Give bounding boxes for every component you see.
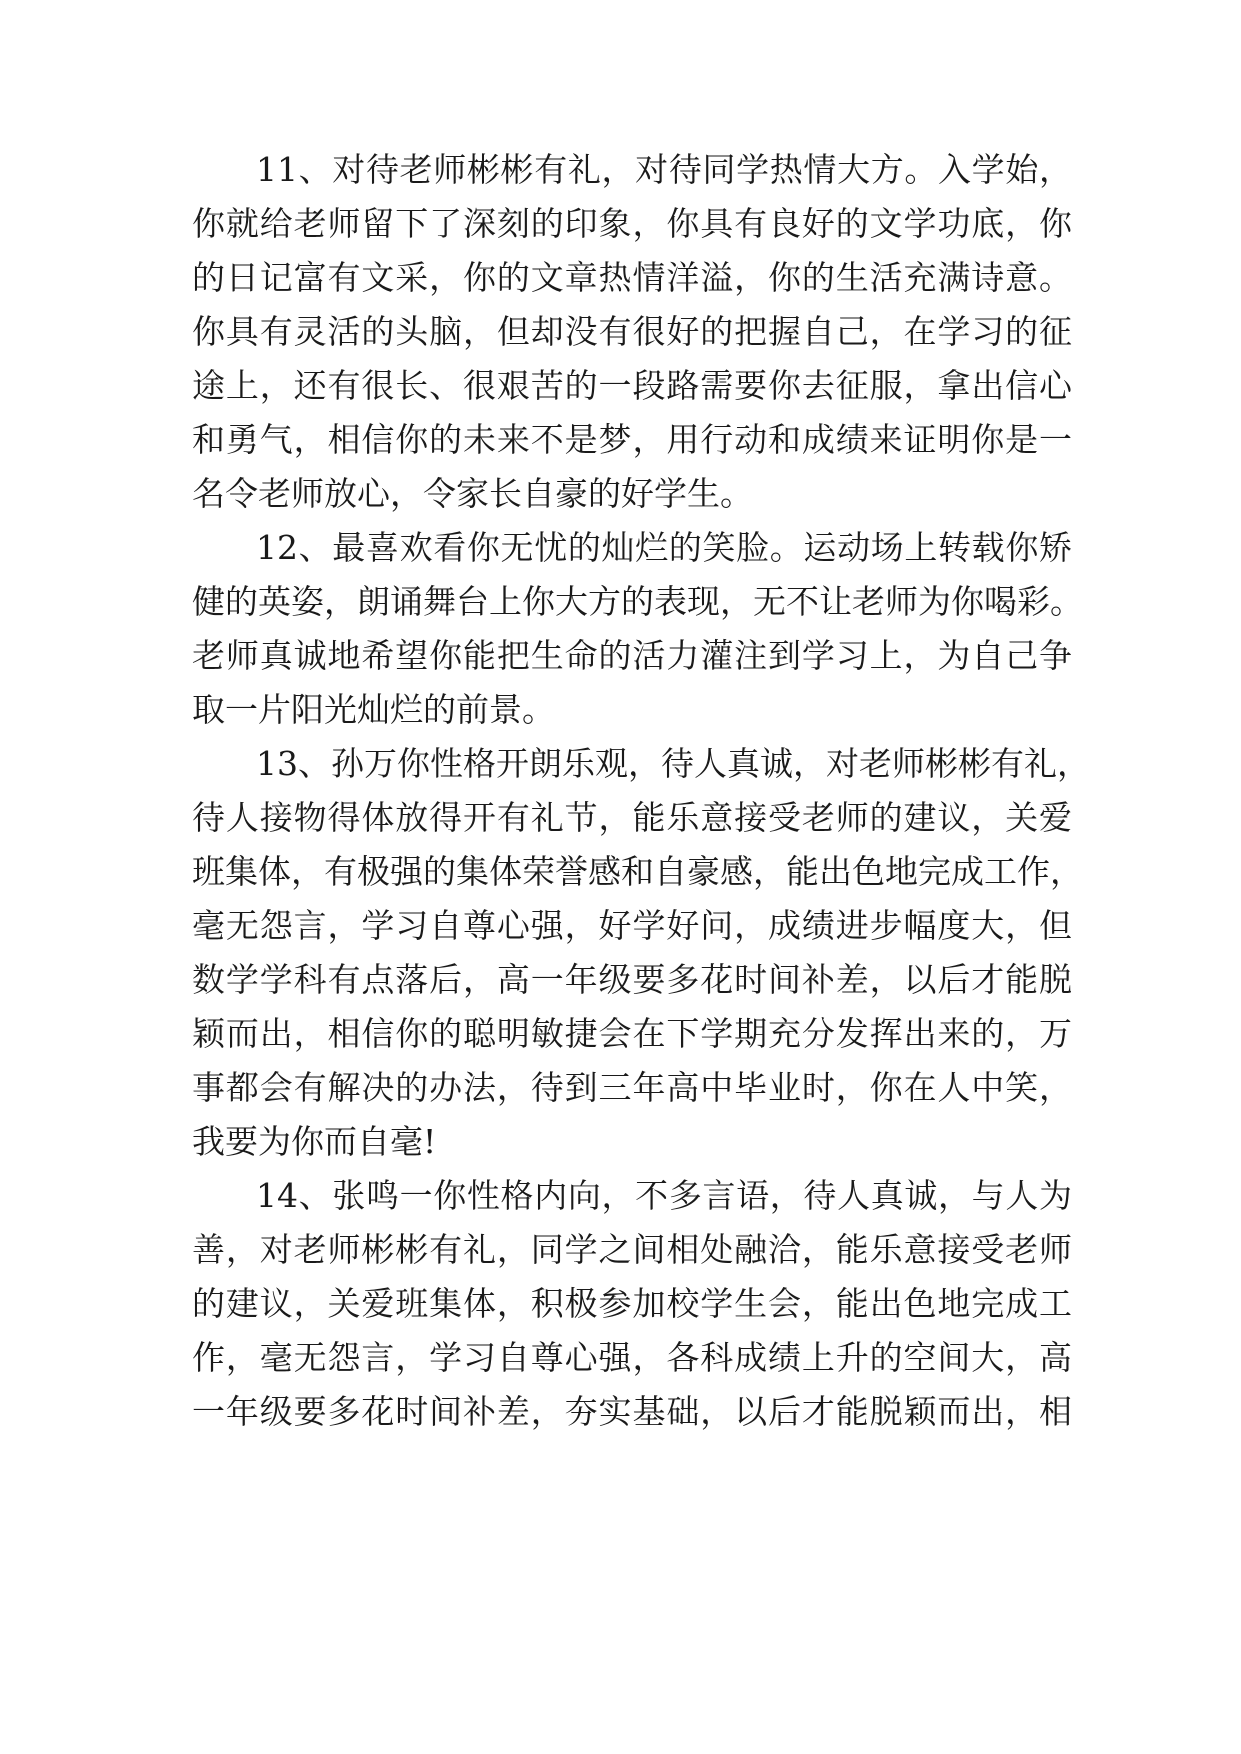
paragraph-11-line: 的日记富有文采，你的文章热情洋溢，你的生活充满诗意。	[192, 258, 1072, 297]
paragraph-11-line: 途上，还有很长、很艰苦的一段路需要你去征服，拿出信心	[192, 366, 1072, 405]
paragraph-13-line: 事都会有解决的办法，待到三年高中毕业时，你在人中笑，	[192, 1068, 1072, 1107]
paragraph-11-line: 11、对待老师彬彬有礼，对待同学热情大方。入学始，	[256, 150, 1072, 189]
paragraph-11-line: 和勇气，相信你的未来不是梦，用行动和成绩来证明你是一	[192, 420, 1072, 459]
paragraph-11-line: 你就给老师留下了深刻的印象，你具有良好的文学功底，你	[192, 204, 1072, 243]
paragraph-13-line: 13、孙万你性格开朗乐观，待人真诚，对老师彬彬有礼，	[256, 744, 1090, 783]
paragraph-13-line: 颖而出，相信你的聪明敏捷会在下学期充分发挥出来的，万	[192, 1014, 1072, 1053]
paragraph-13-line: 班集体，有极强的集体荣誉感和自豪感，能出色地完成工作，	[192, 852, 1083, 891]
paragraph-14-line: 14、张鸣一你性格内向，不多言语，待人真诚，与人为	[256, 1176, 1072, 1215]
paragraph-12-line: 健的英姿，朗诵舞台上你大方的表现，无不让老师为你喝彩。	[192, 582, 1083, 621]
paragraph-14-line: 作，毫无怨言，学习自尊心强，各科成绩上升的空间大，高	[192, 1338, 1072, 1377]
paragraph-11-line: 名令老师放心，令家长自豪的好学生。	[192, 474, 753, 513]
paragraph-12-line: 12、最喜欢看你无忧的灿烂的笑脸。运动场上转载你矫	[256, 528, 1072, 567]
paragraph-13-line: 待人接物得体放得开有礼节，能乐意接受老师的建议，关爱	[192, 798, 1072, 837]
paragraph-13-line: 数学学科有点落后，高一年级要多花时间补差，以后才能脱	[192, 960, 1072, 999]
paragraph-14-line: 善，对老师彬彬有礼，同学之间相处融洽，能乐意接受老师	[192, 1230, 1072, 1269]
paragraph-12-line: 取一片阳光灿烂的前景。	[192, 690, 555, 729]
paragraph-12-line: 老师真诚地希望你能把生命的活力灌注到学习上，为自己争	[192, 636, 1072, 675]
paragraph-14-line: 一年级要多花时间补差，夯实基础，以后才能脱颖而出，相	[192, 1392, 1072, 1431]
paragraph-14-line: 的建议，关爱班集体，积极参加校学生会，能出色地完成工	[192, 1284, 1072, 1323]
paragraph-11-line: 你具有灵活的头脑，但却没有很好的把握自己，在学习的征	[192, 312, 1072, 351]
paragraph-13-line: 毫无怨言，学习自尊心强，好学好问，成绩进步幅度大，但	[192, 906, 1072, 945]
paragraph-13-line: 我要为你而自毫!	[192, 1122, 437, 1161]
